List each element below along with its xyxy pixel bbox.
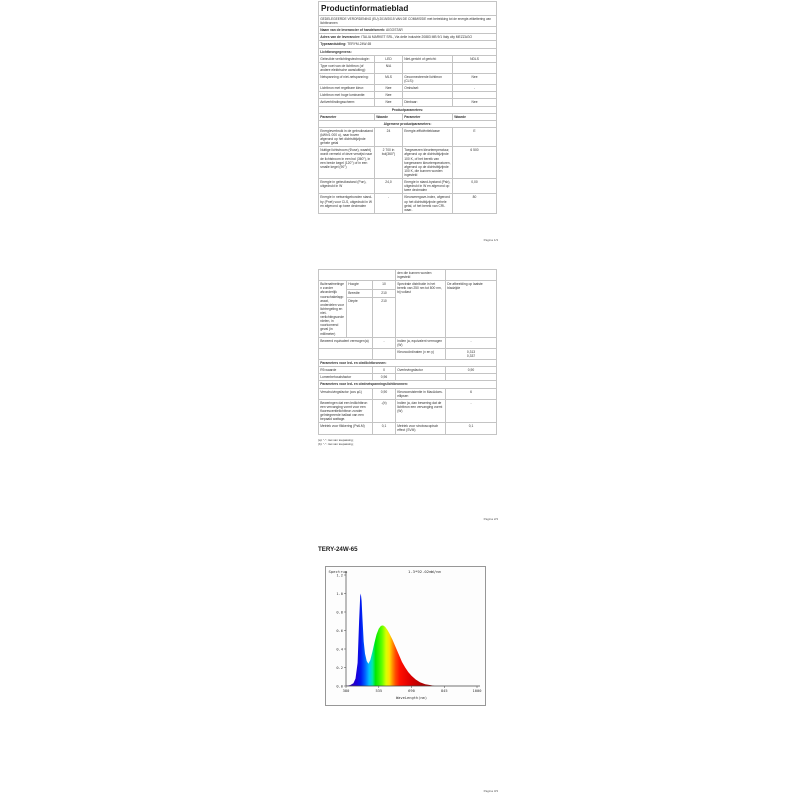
page1-table: [318, 1, 497, 214]
param-cell: Overlevingsfactor: [396, 367, 446, 374]
page-title: Productinformatieblad: [319, 2, 497, 16]
spectrum-chart: [325, 566, 486, 706]
mains-section-header: Parameters voor led- en olednetspanningslichtbronnen:: [319, 381, 497, 388]
param-cell: Lumenbehoudsfactor: [319, 374, 373, 381]
svg-text:0.4: 0.4: [336, 647, 343, 652]
param-cell: Gebruikte verlichtingstechnologie:: [319, 55, 375, 62]
param-cell: Antiverblindingsscherm:: [319, 99, 375, 106]
model-title: TERY-24W-65: [318, 546, 358, 553]
value-cell: 0,1: [373, 423, 396, 434]
param-cell: R9-waarde: [319, 367, 373, 374]
svg-text:0.2: 0.2: [336, 665, 343, 670]
address-label: Adres van de leverancier:: [320, 35, 361, 40]
value-cell: LED: [375, 55, 403, 62]
param-cell: [396, 374, 446, 381]
value-cell: N/A: [375, 62, 403, 73]
value-cell: 0,90: [446, 367, 497, 374]
value-cell: MLS: [375, 74, 403, 85]
dimension-name: Breedte: [347, 290, 372, 299]
param-cell: Lichtbron met hoge luminantie:: [319, 92, 375, 99]
param-cell: Kleurconsistentie in MacAdam-ellipsen: [396, 388, 446, 399]
param-cell: Dimbaar:: [403, 99, 453, 106]
param-cell: Geconnecteerde lichtbron (CLS):: [403, 74, 453, 85]
regulation-row: [319, 16, 497, 27]
table-row: [319, 74, 497, 85]
value-cell: Nee: [453, 99, 497, 106]
svg-text:380: 380: [342, 689, 350, 693]
table-row: [319, 423, 497, 434]
value-cell: 24: [375, 127, 403, 146]
value-cell: -: [453, 85, 497, 92]
value-cell: 0: [373, 367, 396, 374]
param-cell: Toegewezen kleurtemperatuur, afgerond op de dichtstbijzijnde 100 K, of het bereik van toegewezen kleurtemperaturen, afgerond op de dichtstbijzijnde 100 K, die kunnen worden ingesteld: [404, 148, 451, 177]
spectrum-svg: [326, 567, 485, 705]
title-row: [319, 2, 497, 16]
param-cell: den die kunnen worden ingesteld: [396, 270, 446, 281]
param-cell: Indien ja, equivalent vermogen (W): [396, 337, 446, 348]
dimension-name-column: [347, 281, 373, 337]
value-cell: 0,1: [446, 423, 497, 434]
value-cell: Nee: [453, 74, 497, 85]
value-cell: 80: [453, 194, 497, 213]
param-cell: [403, 92, 453, 99]
param-cell: [403, 62, 453, 73]
type-cell: [319, 41, 497, 48]
continuation-row: [319, 270, 497, 281]
value-cell: De afbeelding op laatste bladzijde: [446, 281, 497, 337]
column-header: Parameter: [319, 113, 375, 120]
page1-footer: Pagina 1/3: [483, 238, 498, 242]
value-cell: [446, 374, 497, 381]
param-cell: Beweerd equivalent vermogen(a): [319, 337, 373, 348]
light-source-section-header: Lichtbrongegevens:: [319, 48, 497, 55]
table-row: [319, 374, 497, 381]
table-row: [319, 62, 497, 73]
svg-text:0.8: 0.8: [336, 610, 343, 615]
dimension-value-column: [373, 281, 396, 337]
value-cell: [446, 348, 497, 359]
param-cell: Energie in stand-bystand (Psb), uitgedrukt in W en afgerond op twee decimalen: [403, 179, 453, 194]
value-cell: 24,0: [375, 179, 403, 194]
param-cell: Netspanning of niet-netspanning:: [319, 74, 375, 85]
empty-cell: [373, 348, 396, 359]
section-row: [319, 106, 497, 113]
value-cell: -: [446, 337, 497, 348]
svg-text:1000: 1000: [472, 689, 482, 693]
table-row: [319, 55, 497, 62]
section-row: [319, 360, 497, 367]
param-cell: Energieverbruik in de gebruiksstand (kWh/1 000 u), naar boven afgerond op het dichtstbijzijnde gehele getal: [320, 128, 373, 146]
svg-text:1.0: 1.0: [336, 591, 343, 596]
empty-cell: [319, 348, 373, 359]
page2: [318, 269, 496, 447]
table-row: [319, 367, 497, 374]
dimension-value: 210: [381, 299, 387, 304]
value-cell: NDLS: [453, 55, 497, 62]
column-header: Waarde: [453, 113, 497, 120]
general-section-header: Algemene productparameters:: [319, 120, 497, 127]
column-header: Parameter: [403, 113, 453, 120]
value-cell: 0,90: [373, 388, 396, 399]
dimension-value: 210: [373, 290, 395, 299]
param-cell: Verschuivingsfactor (cos φ1): [319, 388, 373, 399]
param-cell: Spectrale distributie in het bereik van 250 nm tot 800 nm, bij vollast: [396, 281, 446, 337]
value-cell: -: [446, 399, 497, 423]
supplier-value: AIGOSTAR: [385, 28, 403, 33]
table-row: [319, 388, 497, 399]
page2-table: [318, 269, 497, 435]
value-cell: 6 500: [453, 147, 497, 179]
dimension-name: Diepte: [348, 299, 358, 304]
address-row: [319, 34, 497, 41]
table-row: [319, 147, 497, 179]
param-cell: Type voet van de lichtbron (of andere elektrische aansluiting):: [319, 62, 375, 73]
column-header-row: [319, 113, 497, 120]
value-cell: 0,00: [453, 179, 497, 194]
footnote: (b): "-": niet van toepassing;: [318, 442, 354, 447]
param-cell: Metriek voor flikkering (PstLM): [319, 423, 373, 434]
value-cell: -: [375, 194, 403, 213]
empty-cell: [446, 270, 497, 281]
value-cell: 6: [446, 388, 497, 399]
value-cell: Nee: [375, 99, 403, 106]
section-row: [319, 48, 497, 55]
svg-text:0.6: 0.6: [336, 628, 343, 633]
dimension-name: Hoogte: [347, 281, 372, 290]
coord-x: 0,313: [466, 349, 476, 354]
param-cell: Omhulsel:: [403, 85, 453, 92]
value-cell: -(b): [373, 399, 396, 423]
value-cell: [453, 92, 497, 99]
led-section-header: Parameters voor led- en oledlichtbronnen:: [319, 360, 497, 367]
supplier-row: [319, 27, 497, 34]
param-cell: Energie in gebruiksstand (Pon), uitgedrukt in W: [319, 179, 375, 194]
address-value: ITALIA MARKET SRL, Via delle industrie 20883 MB 9/1 Italy city MEZZAGO: [361, 35, 473, 40]
param-cell: Nuttige lichtstroom (Φuse), waarbij wordt vermeld of deze verwijst naar de lichtstroom in een bol (360°), in een brede kegel (120°) of in een smalle kegel (90°): [319, 147, 375, 179]
page3-footer: Pagina 3/3: [483, 789, 498, 793]
type-value: TERYM-24W-65: [347, 42, 372, 47]
param-cell: Metriek voor stroboscopisch effect (SVM): [396, 423, 446, 434]
svg-text:690: 690: [408, 689, 415, 693]
param-cell: Beweringen dat een ledlichtbron een vervanging vormt voor een fluorescentielichtbron zonder geïntegreerde ballast van een bepaald wattage.: [319, 399, 373, 423]
svg-text:WaveLength(nm): WaveLength(nm): [395, 696, 428, 700]
svg-text:535: 535: [375, 689, 383, 693]
param-cell: Lichtbron met regelbare kleur:: [319, 85, 375, 92]
page2-footer: Pagina 2/3: [483, 517, 498, 521]
value-cell: 0,96: [373, 374, 396, 381]
type-row: [319, 41, 497, 48]
value-cell: Nee: [375, 92, 403, 99]
table-row: [319, 194, 497, 213]
svg-text:1.2: 1.2: [336, 573, 343, 578]
value-cell: 2 700 in bol(360°): [375, 147, 403, 179]
footnotes: [318, 438, 496, 447]
svg-text:845: 845: [440, 689, 448, 693]
dimensions-row: [319, 281, 497, 337]
value-cell: Nee: [375, 85, 403, 92]
empty-cell: [319, 270, 396, 281]
param-cell: Kleurcoördinaten (x en y): [396, 348, 446, 359]
type-label: Typeaanduiding:: [320, 42, 347, 47]
table-row: [319, 179, 497, 194]
regulation-text: GEDELEGEERDE VERORDENING (EU) 2019/2015 VAN DE COMMISSIE met betrekking tot de energie-etikettering van lichtbronnen: [319, 16, 497, 27]
supplier-label: Naam van de leverancier of handelsmerk:: [320, 28, 386, 33]
column-header: Waarde: [375, 113, 403, 120]
param-cell: Kleurweergave-index, afgerond op het dichtstbijzijnde gehele getal, of het bereik van CRI-waar-: [403, 194, 453, 213]
param-cell: Buitenafmetingen zonder afzonderlijk voorschakelapparaat, onderdelen voor lichtregeling en niet-verlichtingsonderdelen, in voorkomend geval (in millimeter): [319, 281, 347, 337]
value-cell: -: [373, 337, 396, 348]
dimension-value: 10: [373, 281, 395, 290]
param-cell: Energie in netwerkgebonden stand-by (Pnet) voor CLS, uitgedrukt in W en afgerond op twee decimalen: [319, 194, 375, 213]
svg-text:Spectrum: Spectrum: [328, 569, 348, 574]
table-row: [319, 348, 497, 359]
svg-text:1.3*92.02mW/nm: 1.3*92.02mW/nm: [408, 569, 441, 574]
table-row: [319, 85, 497, 92]
section-row: [319, 381, 497, 388]
footnote: (a): "-": niet van toepassing;: [318, 437, 354, 442]
table-row: [319, 337, 497, 348]
supplier-cell: [319, 27, 497, 34]
svg-text:0.0: 0.0: [336, 684, 343, 689]
value-cell: E: [453, 127, 497, 146]
coord-y: 0,337: [466, 353, 476, 358]
value-cell: [453, 62, 497, 73]
param-cell: Niet-gericht of gericht:: [403, 55, 453, 62]
table-row: [319, 92, 497, 99]
address-cell: [319, 34, 497, 41]
table-row: [319, 99, 497, 106]
table-row: [319, 127, 497, 146]
param-cell: Indien ja, dan bewering dat de lichtbron een vervanging vormt (W): [396, 399, 446, 423]
table-row: [319, 399, 497, 423]
section-row: [319, 120, 497, 127]
product-params-header: Productparameters:: [319, 106, 497, 113]
param-cell: Energie-efficiëntieklasse: [403, 127, 453, 146]
